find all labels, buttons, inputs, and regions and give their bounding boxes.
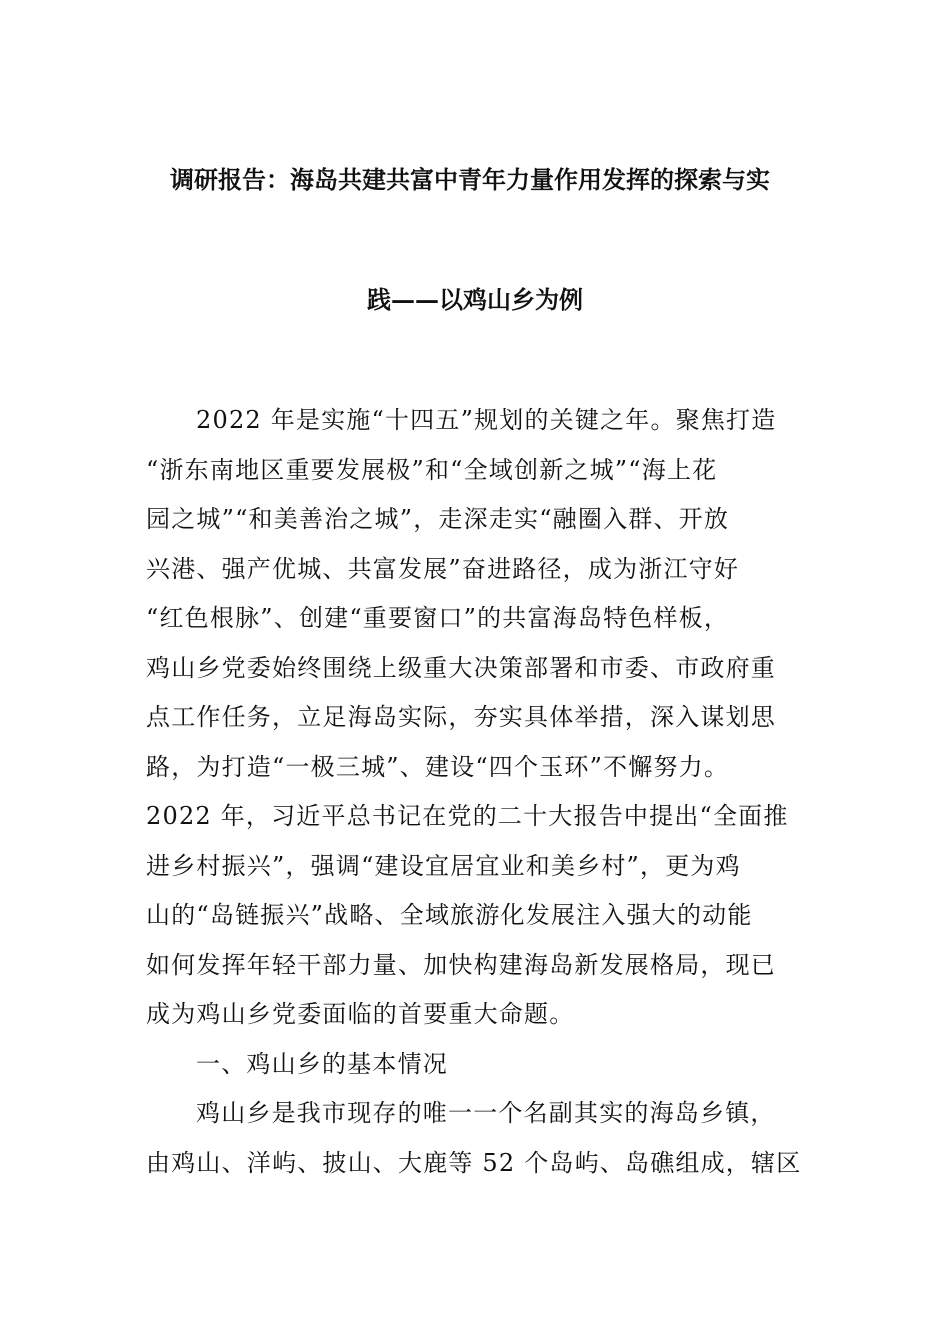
document-title-line-1: 调研报告：海岛共建共富中青年力量作用发挥的探索与实 [170,165,770,194]
paragraph-line: 鸡山乡党委始终围绕上级重大决策部署和市委、市政府重 [146,653,776,682]
section-heading: 一、鸡山乡的基本情况 [196,1049,448,1078]
paragraph-line: “红色根脉”、创建“重要窗口”的共富海岛特色样板， [146,604,730,632]
paragraph-line: 由鸡山、洋屿、披山、大鹿等 52 个岛屿、岛礁组成，辖区 [146,1148,802,1177]
paragraph-line: 如何发挥年轻干部力量、加快构建海岛新发展格局，现已 [146,950,776,979]
paragraph-line: 路，为打造“一极三城”、建设“四个玉环”不懈努力。 [146,752,730,781]
document-title-line-2: 践——以鸡山乡为例 [367,285,583,314]
paragraph-line: 兴港、强产优城、共富发展”奋进路径，成为浙江守好 [146,554,740,583]
paragraph-line: 2022 年是实施“十四五”规划的关键之年。聚焦打造 [196,406,777,434]
paragraph-line: 成为鸡山乡党委面临的首要重大命题。 [146,1000,575,1028]
paragraph-1 [146,396,836,1188]
paragraph-line: 进乡村振兴”，强调“建设宜居宜业和美乡村”，更为鸡 [146,851,741,880]
paragraph-line: 点工作任务，立足海岛实际，夯实具体举措，深入谋划思 [146,703,776,731]
paragraph-line: 山的“岛链振兴”战略、全域旅游化发展注入强大的动能 [146,901,753,929]
paragraph-line: “浙东南地区重要发展极”和“全域创新之城”“海上花 [146,455,718,484]
paragraph-line: 2022 年，习近平总书记在党的二十大报告中提出“全面推 [146,802,789,830]
paragraph-line: 鸡山乡是我市现存的唯一一个名副其实的海岛乡镇， [196,1099,776,1127]
paragraph-line: 园之城”“和美善治之城”，走深走实“融圈入群、开放 [146,505,730,533]
